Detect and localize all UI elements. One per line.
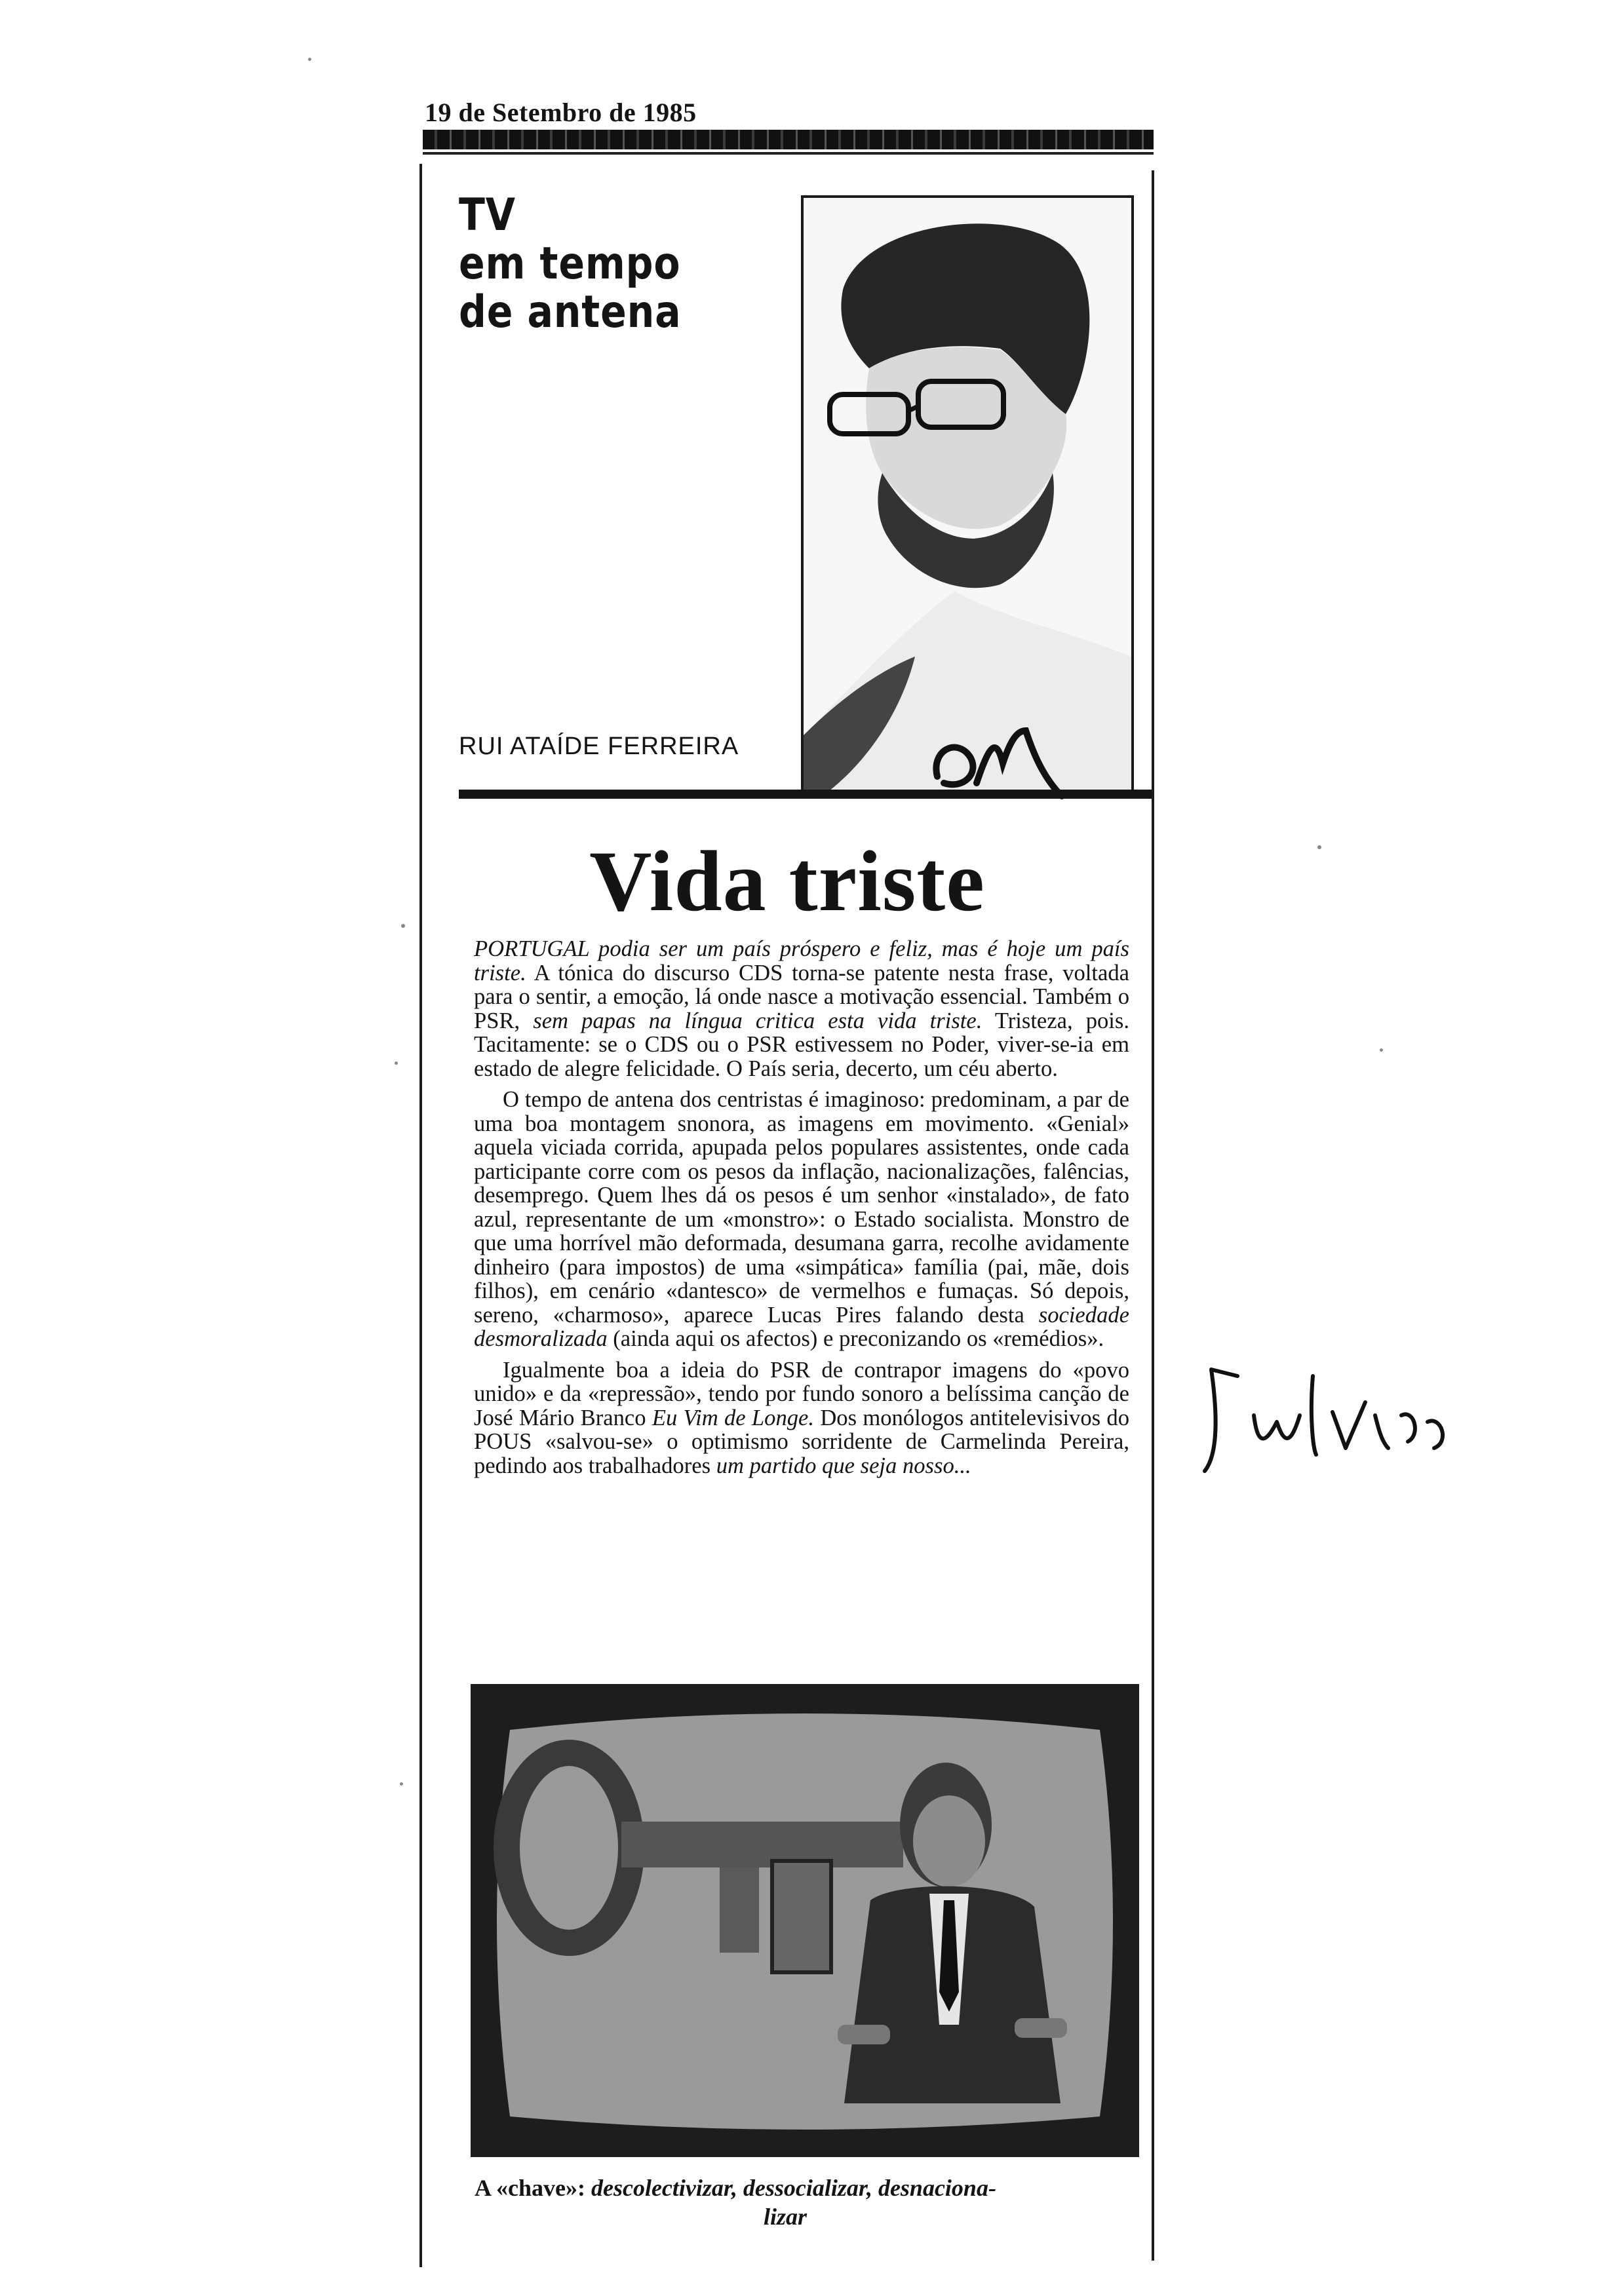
column-right-border xyxy=(1152,170,1154,2261)
byline: RUI ATAÍDE FERREIRA xyxy=(459,733,739,760)
column-left-border xyxy=(419,164,422,2267)
photo-caption-line2: lizar xyxy=(764,2204,808,2230)
top-rule xyxy=(423,130,1154,149)
article-paragraph-3 xyxy=(474,1358,1129,1478)
margin-handwritten-signature xyxy=(1192,1350,1460,1481)
publication-date: 19 de Setembro de 1985 xyxy=(425,98,697,127)
caption-italic: descolectivizar, dessocializar, desnaciona- xyxy=(591,2175,996,2201)
tv-screen-photo xyxy=(471,1684,1139,2157)
p3-italic-b: Eu Vim de Longe. xyxy=(652,1405,815,1430)
p2-text-a: O tempo de antena dos centristas é imaginoso: predominam, a par de uma boa montagem snonora, as imagens em movimento. «Genial» aquela viciada corrida, apupada pelos populares assistentes, onde cada participante corre com os pesos da inflação, nacionalizações, falências, desemprego. Quem lhes dá os pesos é um senhor «instalado», de fato azul, representante de um «monstro»: o Estado socialista. Monstro de que uma horrível mão deformada, desumana garra, recolhe avidamente dinheiro (para impostos) de uma «simpática» família (pai, mãe, dois filhos), em cenário «dantesco» de vermelhos e fumaças. Só depois, sereno, «charmoso», aparece Lucas Pires falando desta xyxy=(474,1087,1129,1328)
caption-lead: A «chave»: xyxy=(475,2175,591,2201)
p3-italic-d: um partido que seja nosso... xyxy=(716,1453,971,1478)
column-title: TV em tempo de antena xyxy=(459,189,682,338)
p3-text-c: Dos monólogos antitelevisivos do POUS «salvou-se» o optimismo sorridente de Carmelinda Pereira, pedindo aos trabalhadores xyxy=(474,1405,1129,1478)
p1-text-a: A tónica do discurso CDS torna-se patente nesta frase, voltada para o sentir, a emoção, lá onde nasce a motivação essencial. Também o PSR, xyxy=(474,960,1129,1033)
tv-screen-drawing xyxy=(471,1684,1139,2157)
p2-text-c: (ainda aqui os afectos) e preconizando os «remédios». xyxy=(607,1326,1104,1351)
top-rule-thin xyxy=(423,152,1154,155)
headline: Vida triste xyxy=(589,833,985,929)
header-rule xyxy=(459,790,1152,799)
photo-caption xyxy=(475,2175,1137,2200)
p1-intro-italic: PORTUGAL podia ser um país próspero e feliz, mas é hoje um país triste. xyxy=(474,936,1129,985)
p2-italic-b: sociedade desmoralizada xyxy=(474,1302,1129,1351)
article-paragraph-2 xyxy=(474,1088,1129,1351)
p3-text-a: Igualmente boa a ideia do PSR de contrapor imagens do «povo unido» e da «repressão», tendo por fundo sonoro a belíssima canção de José Mário Branco xyxy=(474,1357,1129,1430)
article-paragraph-1 xyxy=(474,937,1129,1081)
article-body xyxy=(474,937,1129,1478)
p1-italic-b: sem papas na língua critica esta vida triste. xyxy=(533,1008,983,1033)
p1-text-c: Tristeza, pois. Tacitamente: se o CDS ou o PSR estivessem no Poder, viver-se-ia em estado de alegre felicidade. O País seria, decerto, um céu aberto. xyxy=(474,1008,1129,1081)
